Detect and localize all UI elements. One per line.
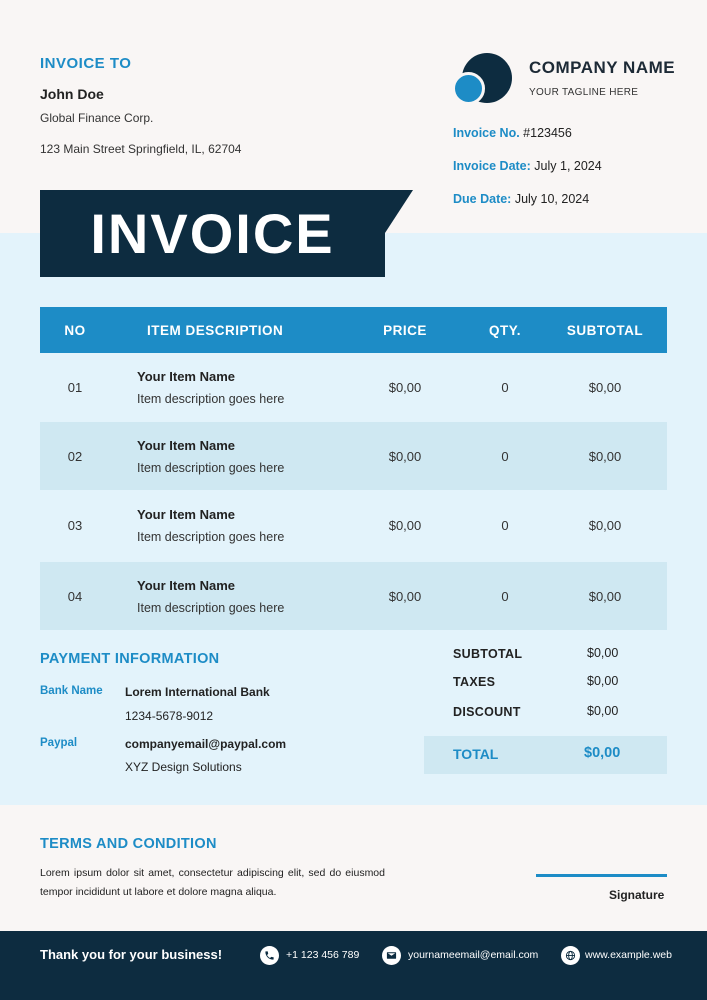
table-row bbox=[40, 353, 667, 421]
payment-heading: PAYMENT INFORMATION bbox=[40, 651, 220, 667]
item-description: Item description goes here bbox=[137, 600, 285, 615]
row-qty: 0 bbox=[501, 379, 509, 395]
total-value: $0,00 bbox=[584, 745, 621, 761]
row-subtotal: $0,00 bbox=[588, 588, 622, 604]
terms-text: Lorem ipsum dolor sit amet, consectetur adipiscing elit, sed do eiusmod tempor incididunt ut labore et dolore magna aliqua. bbox=[40, 867, 385, 898]
row-price: $0,00 bbox=[388, 379, 422, 395]
table-row bbox=[40, 422, 667, 490]
row-no: 04 bbox=[67, 588, 83, 604]
row-qty: 0 bbox=[501, 517, 509, 533]
header-no: NO bbox=[64, 322, 86, 338]
bill-to-block bbox=[40, 55, 241, 156]
paypal-label: Paypal bbox=[40, 737, 78, 749]
table-row bbox=[40, 562, 667, 630]
row-item bbox=[137, 491, 377, 559]
row-item bbox=[137, 353, 377, 421]
company-tagline: YOUR TAGLINE HERE bbox=[529, 87, 639, 98]
signature-line bbox=[536, 874, 667, 877]
mail-icon bbox=[382, 946, 401, 965]
row-no: 01 bbox=[67, 379, 83, 395]
bank-name-value: Lorem International Bank bbox=[125, 685, 270, 699]
subtotal-value: $0,00 bbox=[587, 646, 619, 660]
phone-icon bbox=[260, 946, 279, 965]
row-subtotal: $0,00 bbox=[588, 379, 622, 395]
globe-icon bbox=[561, 946, 580, 965]
client-company: Global Finance Corp. bbox=[40, 111, 154, 125]
thanks-message: Thank you for your business! bbox=[40, 947, 223, 962]
item-name: Your Item Name bbox=[137, 368, 236, 384]
row-price: $0,00 bbox=[388, 517, 422, 533]
invoice-title: INVOICE bbox=[90, 202, 335, 265]
table-header bbox=[40, 307, 667, 353]
footer-email[interactable]: yournameemail@email.com bbox=[408, 949, 539, 961]
company-logo bbox=[452, 53, 514, 105]
row-item bbox=[137, 422, 377, 490]
bill-to-heading: INVOICE TO bbox=[40, 55, 132, 72]
header-qty: QTY. bbox=[488, 322, 521, 338]
header-price: PRICE bbox=[383, 322, 427, 338]
company-name: COMPANY NAME bbox=[529, 58, 676, 77]
signature-label: Signature bbox=[609, 888, 665, 902]
invoice-date bbox=[453, 159, 602, 173]
footer-phone[interactable]: +1 123 456 789 bbox=[286, 949, 360, 961]
company-block bbox=[529, 58, 675, 98]
footer-bar bbox=[0, 931, 707, 1000]
row-item bbox=[137, 562, 377, 630]
table-row bbox=[40, 491, 667, 559]
invoice-date-label: Invoice Date: bbox=[453, 159, 531, 173]
item-description: Item description goes here bbox=[137, 391, 285, 406]
item-description: Item description goes here bbox=[137, 460, 285, 475]
bank-account-value: 1234-5678-9012 bbox=[125, 709, 214, 723]
item-description: Item description goes here bbox=[137, 529, 285, 544]
row-subtotal: $0,00 bbox=[588, 448, 622, 464]
item-name: Your Item Name bbox=[137, 506, 236, 522]
discount-value: $0,00 bbox=[587, 704, 619, 718]
row-subtotal: $0,00 bbox=[588, 517, 622, 533]
row-no: 03 bbox=[67, 517, 83, 533]
discount-label: DISCOUNT bbox=[453, 705, 521, 719]
client-name: John Doe bbox=[40, 86, 104, 102]
row-qty: 0 bbox=[501, 448, 509, 464]
row-price: $0,00 bbox=[388, 448, 422, 464]
invoice-banner-fold bbox=[385, 190, 413, 233]
item-name: Your Item Name bbox=[137, 437, 236, 453]
paypal-name: XYZ Design Solutions bbox=[125, 760, 242, 774]
item-name: Your Item Name bbox=[137, 577, 236, 593]
logo-circle-small bbox=[452, 72, 485, 105]
bank-name-label: Bank Name bbox=[40, 685, 103, 697]
footer-website[interactable]: www.example.web bbox=[585, 949, 672, 961]
due-date bbox=[453, 192, 589, 206]
row-no: 02 bbox=[67, 448, 83, 464]
invoice-number-value: #123456 bbox=[523, 126, 572, 140]
row-price: $0,00 bbox=[388, 588, 422, 604]
terms-heading: TERMS AND CONDITION bbox=[40, 836, 217, 852]
row-qty: 0 bbox=[501, 588, 509, 604]
taxes-value: $0,00 bbox=[587, 674, 619, 688]
total-label: TOTAL bbox=[453, 746, 499, 762]
paypal-email: companyemail@paypal.com bbox=[125, 737, 287, 751]
invoice-number bbox=[453, 126, 572, 140]
due-date-value: July 10, 2024 bbox=[514, 192, 590, 206]
invoice-number-label: Invoice No. bbox=[453, 126, 520, 140]
header-description: ITEM DESCRIPTION bbox=[147, 322, 284, 338]
subtotal-label: SUBTOTAL bbox=[453, 647, 523, 661]
taxes-label: TAXES bbox=[453, 675, 496, 689]
due-date-label: Due Date: bbox=[453, 192, 512, 206]
header-subtotal: SUBTOTAL bbox=[566, 322, 644, 338]
invoice-date-value: July 1, 2024 bbox=[534, 159, 602, 173]
client-address: 123 Main Street Springfield, IL, 62704 bbox=[40, 142, 242, 156]
